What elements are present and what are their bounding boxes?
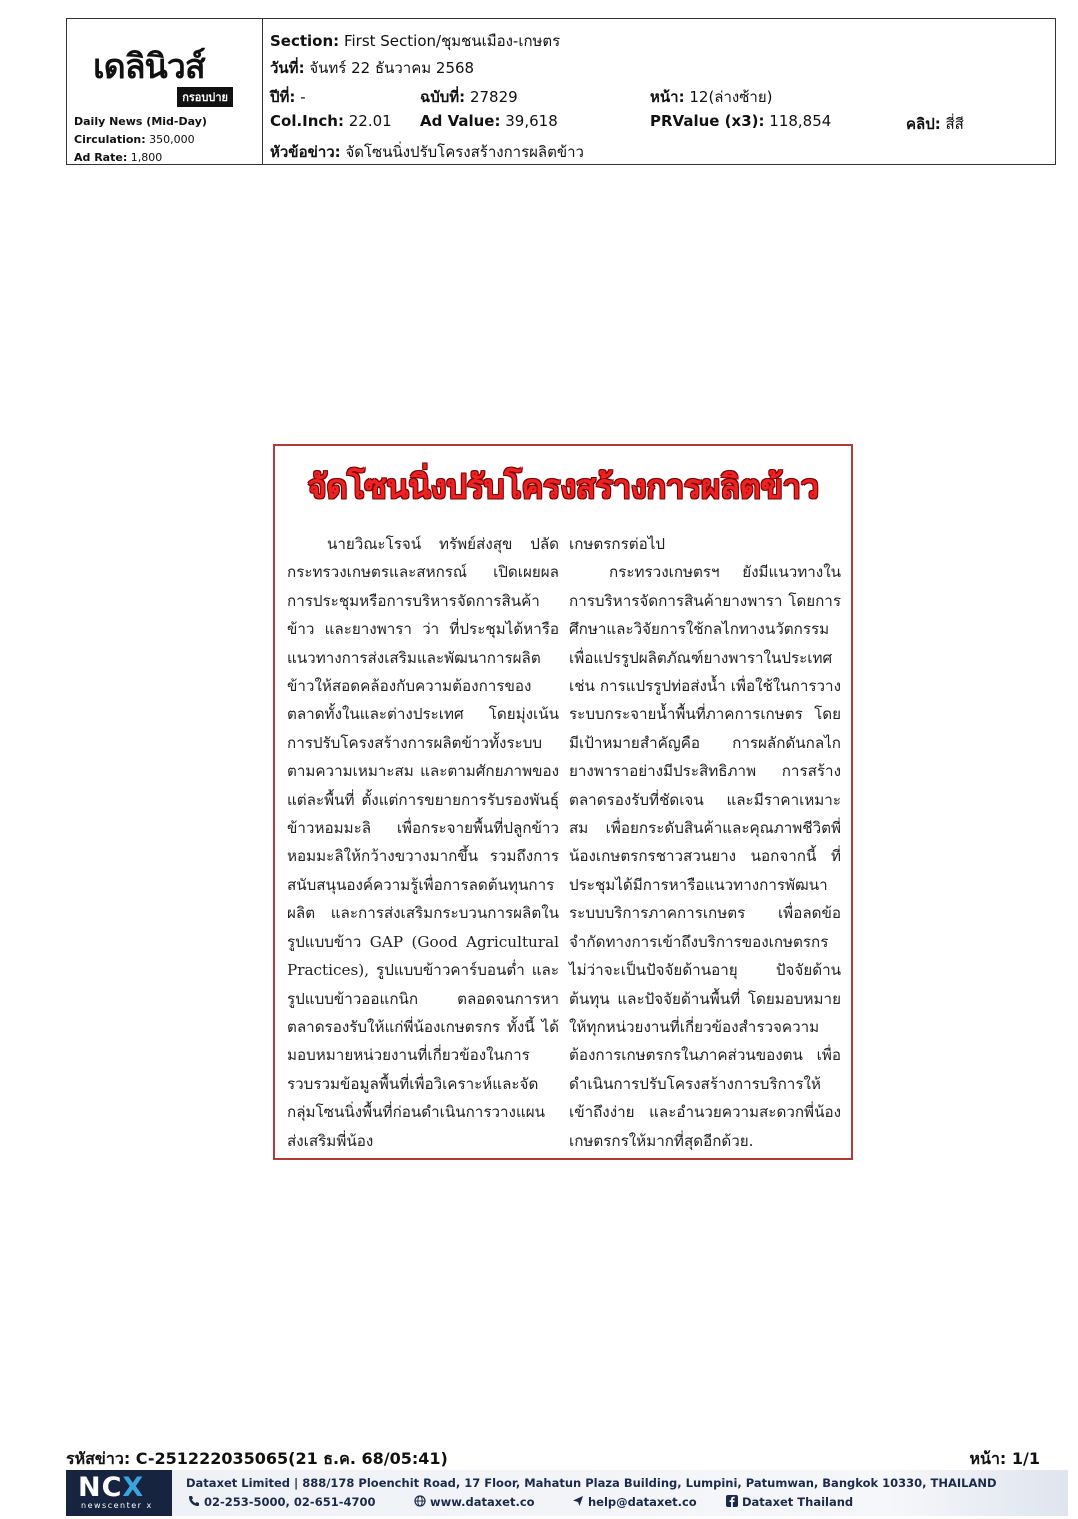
article-paragraph: นายวิณะโรจน์ ทรัพย์ส่งสุข ปลัดกระทรวงเกษตรและสหกรณ์ เปิดเผยผลการประชุมหรือการบริหารจัดการสินค้าข้าว และยางพารา ว่า ที่ประชุมได้หารือแนวทางการส่งเสริมและพัฒนาการผลิตข้าวให้สอดคล้องกับความต้องการของตลาดทั้งในและต่างประเทศ โดยมุ่งเน้นการปรับโครงสร้างการผลิตข้าวทั้งระบบตามความเหมาะสม และตามศักยภาพของแต่ละพื้นที่ ตั้งแต่การขยายการรับรองพันธุ์ข้าวหอมมะลิ เพื่อกระจายพื้นที่ปลูกข้าวหอมมะลิให้กว้างขวางมากขึ้น รวมถึงการสนับสนุนองค์ความรู้เพื่อการลดต้นทุนการผลิต และการส่งเสริมกระบวนการผลิตในรูปแบบข้าว GAP (Good Agricultural Practices), รูปแบบข้าวคาร์บอนต่ำ และรูปแบบข้าวออแกนิก ตลอดจนการหาตลาดรองรับให้แก่พี่น้องเกษตรกร ทั้งนี้ ได้มอบหมายหน่วยงานที่เกี่ยวข้องในการรวบรวมข้อมูลพื้นที่เพื่อวิเคราะห์และจัดกลุ่มโซนนิ่งพื้นที่ก่อนดำเนินการวางแผนส่งเสริมพี่น้อง [287, 535, 559, 1150]
logo-text: เดลินิวส์ [93, 47, 205, 87]
news-clipping [273, 444, 853, 1160]
phone-text: 02-253-5000, 02-651-4700 [204, 1495, 376, 1509]
ncx-logo-main: NC [78, 1472, 123, 1503]
publication-logo [93, 47, 233, 104]
send-icon [572, 1495, 584, 1507]
circulation-label: Circulation: [74, 133, 146, 146]
article-column-1 [287, 530, 559, 1155]
section-value: First Section/ชุมชนเมือง-เกษตร [343, 32, 561, 50]
page-number: หน้า: 1/1 [969, 1449, 1040, 1468]
issue-value: 27829 [469, 88, 518, 106]
ad-rate-value: 1,800 [130, 151, 163, 164]
date-label: วันที่: [270, 59, 305, 77]
globe-icon [414, 1495, 426, 1507]
clipping-header [66, 18, 1056, 165]
colinch-value: 22.01 [348, 112, 392, 130]
article-paragraph-continued: เกษตรกรต่อไป [569, 535, 666, 553]
page-label: หน้า: [650, 88, 685, 106]
headline-label: หัวข้อข่าว: [270, 143, 341, 161]
facebook-icon [726, 1495, 738, 1507]
article-column-2 [569, 530, 841, 1155]
clip-value: สี่สี [945, 115, 964, 133]
email-link[interactable]: help@dataxet.co [588, 1495, 697, 1509]
ncx-logo [66, 1470, 172, 1516]
date-value: จันทร์ 22 ธันวาคม 2568 [309, 59, 475, 77]
colinch-label: Col.Inch: [270, 112, 344, 130]
facebook-link[interactable]: Dataxet Thailand [742, 1495, 854, 1509]
section-label: Section: [270, 32, 340, 50]
circulation-value: 350,000 [149, 133, 195, 146]
website-link[interactable]: www.dataxet.co [430, 1495, 535, 1509]
ad-value-value: 39,618 [505, 112, 558, 130]
ncx-logo-x: X [122, 1472, 145, 1503]
article-headline: จัดโซนนิ่งปรับโครงสร้างการผลิตข้าว [307, 467, 819, 506]
year-label: ปีที่: [270, 88, 296, 106]
publication-name: Daily News (Mid-Day) [74, 115, 207, 128]
page-value: 12(ล่างซ้าย) [689, 88, 773, 106]
ncx-logo-sub: newscenter x [81, 1501, 153, 1510]
clip-label: คลิป: [906, 115, 941, 133]
publication-info [74, 113, 207, 167]
year-value: - [300, 88, 306, 106]
publication-cell [67, 19, 263, 164]
ad-rate-label: Ad Rate: [74, 151, 128, 164]
news-code: รหัสข่าว: C-251222035065(21 ธ.ค. 68/05:41) [66, 1449, 448, 1468]
company-address: Dataxet Limited | 888/178 Ploenchit Road, 17 Floor, Mahatun Plaza Building, Lumpini, Patumwan, Bangkok 10330, THAILAND [186, 1476, 997, 1490]
pr-value-value: 118,854 [769, 112, 832, 130]
headline-value: จัดโซนนิ่งปรับโครงสร้างการผลิตข้าว [345, 143, 584, 161]
issue-label: ฉบับที่: [420, 88, 466, 106]
article-paragraph: กระทรวงเกษตรฯ ยังมีแนวทางในการบริหารจัดการสินค้ายางพารา โดยการศึกษาและวิจัยการใช้กลไกทางนวัตกรรมเพื่อแปรรูปผลิตภัณฑ์ยางพาราในประเทศ เช่น การแปรรูปท่อส่งน้ำ เพื่อใช้ในการวางระบบกระจายน้ำพื้นที่ภาคการเกษตร โดยมีเป้าหมายสำคัญคือ การผลักดันกลไกยางพาราอย่างมีประสิทธิภาพ การสร้างตลาดรองรับที่ชัดเจน และมีราคาเหมาะสม เพื่อยกระดับสินค้าและคุณภาพชีวิตพี่น้องเกษตรกรชาวสวนยาง นอกจากนี้ ที่ประชุมได้มีการหารือแนวทางการพัฒนาระบบบริการภาคการเกษตร เพื่อลดข้อจำกัดทางการเข้าถึงบริการของเกษตรกร ไม่ว่าจะเป็นปัจจัยด้านอายุ ปัจจัยด้านต้นทุน และปัจจัยด้านพื้นที่ โดยมอบหมายให้ทุกหน่วยงานที่เกี่ยวข้องสำรวจความต้องการเกษตรกรในภาคส่วนของตน เพื่อดำเนินการปรับโครงสร้างการบริการให้เข้าถึงง่าย และอำนวยความสะดวกพี่น้องเกษตรกรให้มากที่สุดอีกด้วย. [569, 563, 841, 1150]
ad-value-label: Ad Value: [420, 112, 501, 130]
pr-value-label: PRValue (x3): [650, 112, 765, 130]
phone-icon [188, 1495, 200, 1507]
footer-bar [66, 1470, 1068, 1516]
logo-edition-tag: กรอบบ่าย [177, 87, 233, 107]
